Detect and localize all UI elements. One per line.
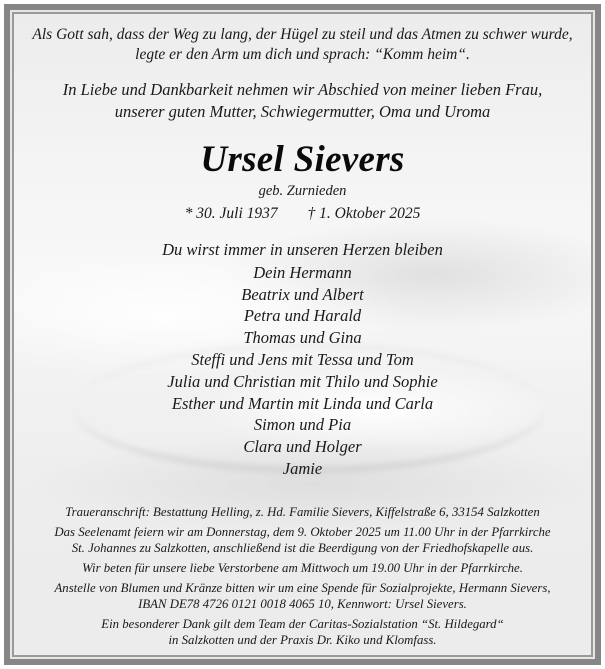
notice-requiem-mass xyxy=(14,524,591,556)
mourner-name: Simon und Pia xyxy=(253,415,352,435)
birth-date: * 30. Juli 1937 xyxy=(184,205,278,222)
notice-line: Traueranschrift: Bestattung Helling, z. Hd. Familie Sievers, Kiffelstraße 6, 33154 Salzkotten xyxy=(65,505,540,519)
funeral-notices xyxy=(14,504,591,652)
notice-line: Wir beten für unsere liebe Verstorbene am Mittwoch um 19.00 Uhr in der Pfarrkirche. xyxy=(82,561,523,575)
mourner-name: Petra und Harald xyxy=(243,306,362,326)
obituary-card xyxy=(12,12,593,657)
notice-line: Anstelle von Blumen und Kränze bitten wir um eine Spende für Sozialprojekte, Hermann Sievers, xyxy=(54,581,551,595)
birth-name: geb. Zurnieden xyxy=(258,183,347,199)
notice-donation xyxy=(14,580,591,612)
intro-line: In Liebe und Dankbarkeit nehmen wir Abschied von meiner lieben Frau, xyxy=(62,80,543,99)
mourners-motto: Du wirst immer in unseren Herzen bleiben xyxy=(162,240,443,259)
mourner-name: Beatrix und Albert xyxy=(241,284,364,304)
notice-line: in Salzkotten und der Praxis Dr. Kiko und Klomfass. xyxy=(168,633,437,647)
death-date: † 1. Oktober 2025 xyxy=(307,205,421,222)
poem-line: Als Gott sah, dass der Weg zu lang, der Hügel zu steil und das Atmen zu schwer wurde, xyxy=(32,26,573,43)
opening-poem xyxy=(14,25,591,65)
notice-line: Ein besonderer Dank gilt dem Team der Caritas-Sozialstation “St. Hildegard“ xyxy=(101,617,504,631)
notice-condolence-address xyxy=(14,504,591,520)
mourner-name: Steffi und Jens mit Tessa und Tom xyxy=(191,349,414,369)
intro-line: unserer guten Mutter, Schwiegermutter, Oma und Uroma xyxy=(114,102,491,121)
farewell-intro xyxy=(14,79,591,123)
poem-line: legte er den Arm um dich und sprach: “Komm heim“. xyxy=(135,46,470,63)
notice-line: Das Seelenamt feiern wir am Donnerstag, dem 9. Oktober 2025 um 11.00 Uhr in der Pfarrkirche xyxy=(54,525,551,539)
mourner-name: Thomas und Gina xyxy=(243,328,362,348)
notice-line: IBAN DE78 4726 0121 0018 4065 10, Kennwort: Ursel Sievers. xyxy=(138,597,467,611)
mourner-name: Esther und Martin mit Linda und Carla xyxy=(171,393,434,413)
mourner-name: Julia und Christian mit Thilo und Sophie xyxy=(167,371,438,391)
notice-line: St. Johannes zu Salzkotten, anschließend ist die Beerdigung von der Friedhofskapelle aus. xyxy=(71,541,534,555)
mourner-name: Clara und Holger xyxy=(243,437,362,457)
notice-thanks xyxy=(14,616,591,648)
deceased-name: Ursel Sievers xyxy=(200,139,405,180)
mourner-name: Jamie xyxy=(282,458,323,478)
notice-prayer xyxy=(14,560,591,576)
mourners-list xyxy=(14,239,591,480)
obituary-frame xyxy=(4,4,601,665)
life-dates xyxy=(14,204,591,224)
mourner-name: Dein Hermann xyxy=(253,262,352,282)
